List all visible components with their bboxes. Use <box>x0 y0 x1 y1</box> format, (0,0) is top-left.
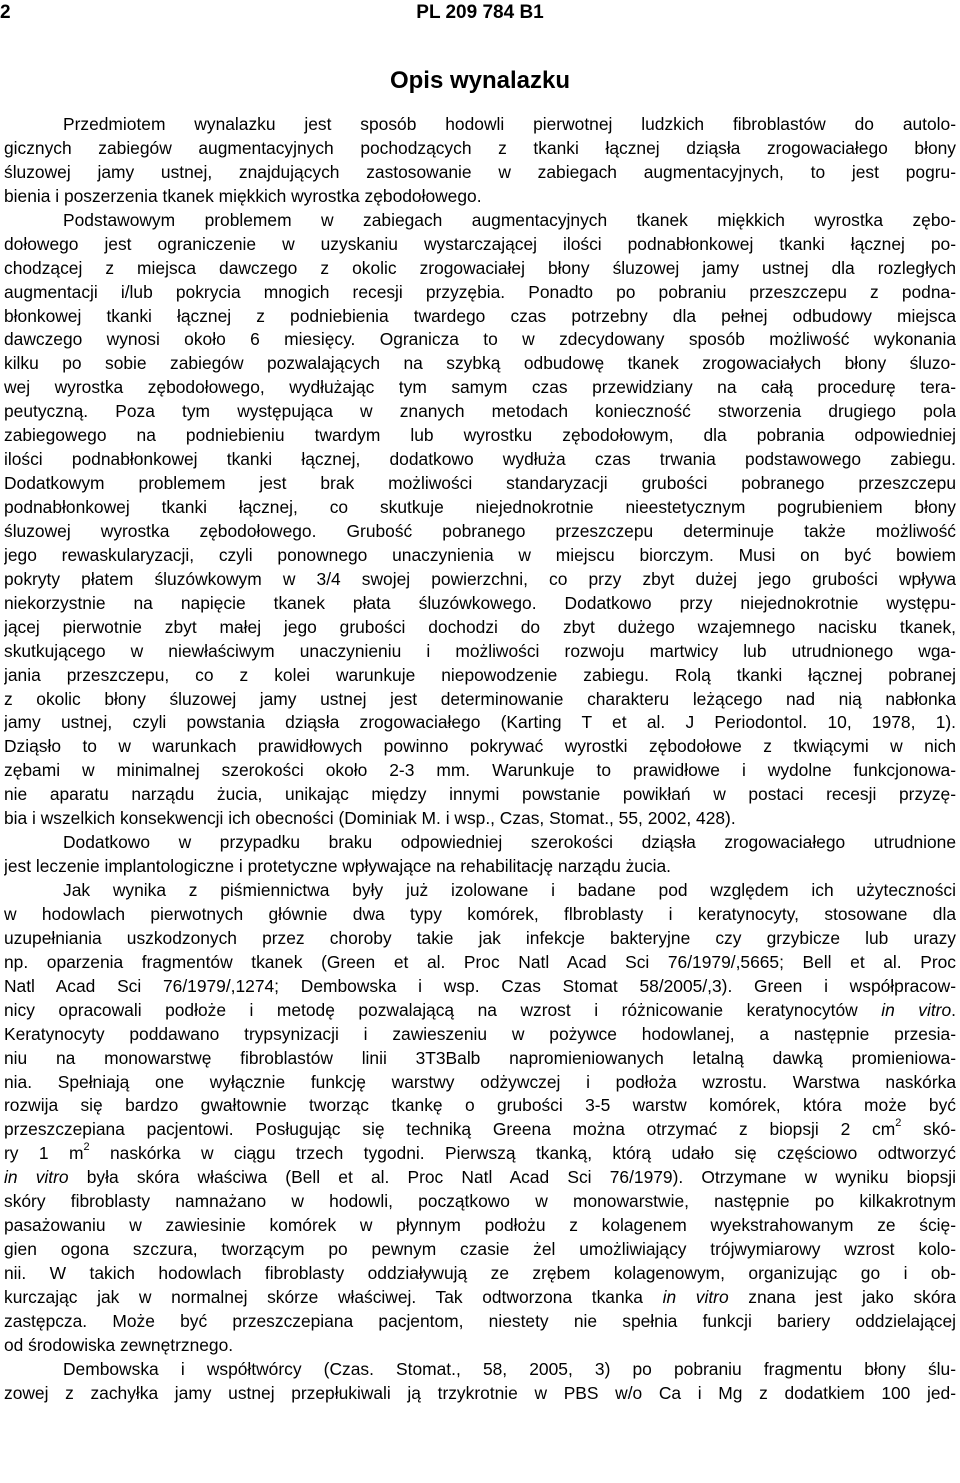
text-line: w hodowlach pierwotnych głównie dwa typy komórek, flbroblasty i keratynocyty, stosowane dla <box>4 903 956 924</box>
text-line: dawczego wynosi około 6 miesięcy. Ogranicza to w zdecydowany sposób możliwość wykonania <box>4 329 956 350</box>
text-line: Keratynocyty poddawano trypsynizacji i zawieszeniu w pożywce hodowlanej, a następnie przesia- <box>4 1023 956 1044</box>
text-line: niekorzystnie na napięcie tkanek płata śluzówkowego. Dodatkowo przy niejednokrotnie występu- <box>4 592 956 613</box>
text-line: Jak wynika z piśmiennictwa były już izolowane i badane pod względem ich użyteczności <box>63 880 956 900</box>
text-line: od środowiska zewnętrznego. <box>4 1334 234 1355</box>
text-line: Dodatkowym problemem jest brak możliwości standaryzacji grubości pobranego przeszczepu <box>4 473 956 494</box>
text-line: Przedmiotem wynalazku jest sposób hodowli pierwotnej ludzkich fibroblastów do autolo- <box>63 114 956 134</box>
text-line: zastępcza. Może być przeszczepiana pacjentom, niestety nie spełnia funkcji bariery oddzielającej <box>4 1310 956 1331</box>
text-line: jego rewaskularyzacji, czyli ponownego unaczynienia w miejscu biorczym. Musi on być bowiem <box>4 544 956 565</box>
text-line: np. oparzenia fragmentów tkanek (Green et al. Proc Natl Acad Sci 76/1979/,5665; Bell et al. Proc <box>4 951 956 972</box>
text-line: Dziąsło to w warunkach prawidłowych powinno pokrywać wyrostki zębodołowe z tkwiącymi w nich <box>4 736 956 757</box>
text-line: nii. W takich hodowlach fibroblasty oddziaływują ze zrębem kolagenowym, organizując go i ob- <box>4 1263 956 1283</box>
text-line: pasażowaniu w zawiesinie komórek w płynnym podłożu z kolagenem wyekstrahowanym ze ścię- <box>4 1215 956 1236</box>
text-line: Dembowska i współtwórcy (Czas. Stomat., 58, 2005, 3) po pobraniu fragmentu błony ślu- <box>63 1358 956 1379</box>
text-span: . <box>951 999 956 1020</box>
text-line: pokryty płatem śluzówkowym w 3/4 swojej powierzchni, co przy zbyt dużej jego grubości wpływa <box>4 568 956 589</box>
page-header <box>0 0 960 24</box>
text-line: kilku po sobie zabiegów pozwalających na szybką odbudowę tkanek zrogowaciałych błony śluzo- <box>4 353 956 374</box>
document-body <box>4 113 956 1406</box>
text-line: chodzącej z miejsca dawczego z okolic zrogowaciałej błony śluzowej jamy ustnej dla rozległych <box>4 257 956 278</box>
italic-term: in vitro <box>4 1167 69 1188</box>
text-line: zowej z zachyłka jamy ustnej przepłukiwali ją trzykrotnie w PBS w/o Ca i Mg z dodatkiem 100 jed- <box>4 1382 956 1403</box>
text-span: była skóra właściwa (Bell et al. Proc Natl Acad Sci 76/1979). Otrzymane w wyniku biopsji <box>68 1167 956 1188</box>
page-number: 2 <box>0 2 11 23</box>
text-line: rozwija się bardzo gwałtownie tworząc tkankę o grubości 3-5 warstw komórek, która może być <box>4 1095 956 1116</box>
text-span: ry 1 m <box>4 1143 84 1164</box>
text-span: znana jest jako skóra <box>728 1286 956 1307</box>
text-line: skutkującego w niewłaściwym unaczynieniu i możliwości rozwoju martwicy lub utrudnionego wga- <box>4 640 956 661</box>
text-line <box>4 1166 956 1190</box>
text-line: Podstawowym problemem w zabiegach augmentacyjnych tkanek miękkich wyrostka zębo- <box>63 209 956 230</box>
text-span: skó- <box>901 1119 956 1140</box>
text-span: naskórka w ciągu trzech tygodni. Pierwszą tkanką, którą udało się częściowo odtworzyć <box>89 1143 956 1164</box>
italic-term: in vitro <box>881 999 952 1020</box>
text-line: podnabłonkowej tkanki łącznej, co skutkuje niejednokrotnie nieestetycznym pogrubieniem błony <box>4 497 956 517</box>
text-line <box>4 1286 956 1310</box>
text-span: kurczając jak w normalnej skórze właściwej. Tak odtworzona tkanka <box>4 1286 663 1307</box>
text-line: niu na monowarstwę fibroblastów linii 3T3Balb napromieniowanych letalną dawką promieniowa- <box>4 1047 956 1068</box>
document-id: PL 209 784 B1 <box>416 2 544 23</box>
text-line <box>4 999 956 1023</box>
text-line: wej wyrostka zębodołowego, wydłużając tym samym czas przewidziany na całą procedurę tera- <box>4 377 956 398</box>
text-line: nia. Spełniają one wyłącznie funkcję warstwy odżywczej i podłoża wzrostu. Warstwa naskórka <box>4 1071 956 1092</box>
text-line: nie aparatu narządu żucia, unikając między innymi powstanie powikłań w postaci recesji przyzę- <box>4 784 956 805</box>
text-line: skóry fibroblasty namnażano w hodowli, początkowo w monowarstwie, następnie po kilkakrotnym <box>4 1191 956 1212</box>
text-line: bienia i poszerzenia tkanek miękkich wyrostka zębodołowego. <box>4 185 482 206</box>
text-line: jącej pierwotnie zbyt małej jego grubości dochodzi do zbyt dużego wzajemnego nacisku tkanek, <box>4 616 956 637</box>
text-line: dołowego jest ograniczenie w uzyskaniu wystarczającej ilości podnabłonkowej tkanki łącznej po- <box>4 233 956 254</box>
text-line: ilości podnabłonkowej tkanki łącznej, dodatkowo wydłuża czas trwania podstawowego zabiegu. <box>4 449 956 470</box>
superscript: 2 <box>895 1118 902 1130</box>
text-line: z okolic błony śluzowej jamy ustnej jest determinowanie charakteru leżącego nad nią nabłonka <box>4 688 956 709</box>
text-line: Natl Acad Sci 76/1979/,1274; Dembowska i wsp. Czas Stomat 58/2005/,3). Green i współpracow- <box>4 975 956 996</box>
text-line: uzupełniania uszkodzonych przez choroby takie jak infekcje bakteryjne czy grzybicze lub urazy <box>4 927 956 948</box>
text-line: śluzowej wyrostka zębodołowego. Grubość pobranego przeszczepu determinuje także możliwość <box>4 520 956 541</box>
text-line: jania przeszczepu, co z kolei warunkuje niepowodzenie zabiegu. Rolą tkanki łącznej pobranej <box>4 664 956 685</box>
text-span: nicy opracowali podłoże i metodę pozwalającą na wzrost i różnicowanie keratynocytów <box>4 999 882 1020</box>
superscript: 2 <box>83 1142 90 1154</box>
italic-term: in vitro <box>662 1286 729 1307</box>
text-line <box>4 1118 956 1142</box>
text-line: zębami w minimalnej szerokości około 2-3 mm. Warunkuje to prawidłowe i wydolne funkcjonowa- <box>4 760 956 781</box>
section-title: Opis wynalazku <box>389 67 571 94</box>
text-span: przeszczepiana pacjentowi. Posługując się techniką Greena można otrzymać z biopsji 2 cm <box>4 1119 896 1140</box>
text-line: gicznych zabiegów augmentacyjnych pochodzących z tkanki łącznej dziąsła zrogowaciałego błony <box>4 137 956 158</box>
text-line: Dodatkowo w przypadku braku odpowiedniej szerokości dziąsła zrogowaciałego utrudnione <box>63 832 956 853</box>
text-line: bia i wszelkich konsekwencji ich obecności (Dominiak M. i wsp., Czas, Stomat., 55, 2002, 428). <box>4 808 736 829</box>
text-line: śluzowej jamy ustnej, znajdujących zastosowanie w zabiegach augmentacyjnych, to jest pogru- <box>4 161 956 182</box>
text-line: augmentacji i/lub pokrycia mnogich recesji przyzębia. Ponadto po pobraniu przeszczepu z podna- <box>4 281 956 302</box>
text-line: błonkowej tkanki łącznej z podniebienia twardego czas potrzebny dla pełnej odbudowy miejsca <box>4 305 956 326</box>
text-line <box>4 1142 956 1166</box>
text-line: jamy ustnej, czyli powstania dziąsła zrogowaciałego (Karting T et al. J Periodontol. 10, 1978, 1). <box>4 712 956 733</box>
text-line: peutyczną. Poza tym występująca w znanych metodach konieczność stworzenia drugiego pola <box>4 401 956 422</box>
text-line: jest leczenie implantologiczne i protetyczne wpływające na rehabilitację narządu żucia. <box>4 856 672 877</box>
text-line: gien ogona szczura, tworzącym po pewnym czasie żel umożliwiający trójwymiarowy wzrost kolo- <box>4 1239 956 1260</box>
text-line: zabiegowego na podniebieniu twardym lub wyrostku zębodołowym, dla pobrania odpowiedniej <box>4 425 956 446</box>
